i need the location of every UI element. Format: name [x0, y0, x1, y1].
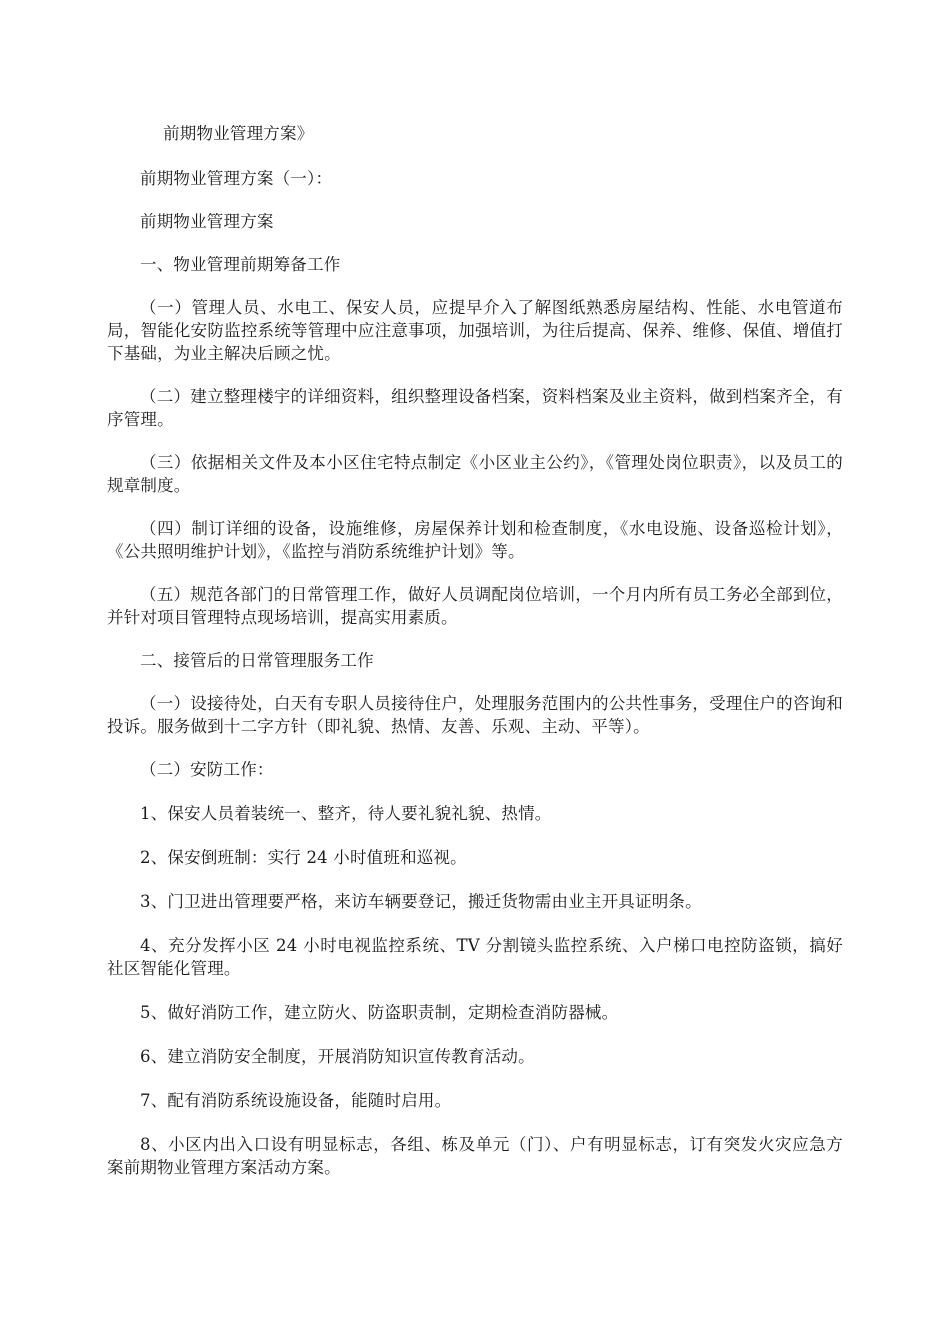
- list-item-2: 2、保安倒班制：实行 24 小时值班和巡视。: [140, 848, 467, 867]
- document-title: 前期物业管理方案》: [163, 124, 314, 143]
- paragraph-security-heading: （二）安防工作：: [140, 760, 274, 779]
- section-heading: 前期物业管理方案（一）：: [140, 169, 333, 188]
- document-page: [107, 122, 843, 1200]
- list-item-1: 1、保安人员着装统一、整齐，待人要礼貌礼貌、热情。: [140, 804, 552, 823]
- list-item-5: 5、做好消防工作，建立防火、防盗职责制，定期检查消防器械。: [140, 1003, 619, 1022]
- heading-part-one: 一、物业管理前期筹备工作: [140, 255, 341, 274]
- list-item-3: 3、门卫进出管理要严格，来访车辆要登记，搬迁货物需由业主开具证明条。: [140, 892, 702, 911]
- paragraph-item-5: （五）规范各部门的日常管理工作，做好人员调配岗位培训，一个月内所有员工务必全部到位，并针对项目管理特点现场培训，提高实用素质。: [107, 585, 843, 627]
- paragraph-reception: （一）设接待处，白天有专职人员接待住户，处理服务范围内的公共性事务，受理住户的咨询和投诉。服务做到十二字方针（即礼貌、热情、友善、乐观、主动、平等）。: [107, 694, 843, 736]
- list-item-7: 7、配有消防系统设施设备，能随时启用。: [140, 1091, 452, 1110]
- heading-part-two: 二、接管后的日常管理服务工作: [140, 651, 374, 670]
- list-item-8: 8、小区内出入口设有明显标志，各组、栋及单元（门）、户有明显标志，订有突发火灾应急方案前期物业管理方案活动方案。: [107, 1135, 843, 1177]
- paragraph-item-4: （四）制订详细的设备，设施维修，房屋保养计划和检查制度，《水电设施、设备巡检计划》，《公共照明维护计划》，《监控与消防系统维护计划》等。: [107, 519, 843, 561]
- paragraph-item-1: （一）管理人员、水电工、保安人员，应提早介入了解图纸熟悉房屋结构、性能、水电管道布局，智能化安防监控系统等管理中应注意事项，加强培训，为往后提高、保养、维修、保值、增值打下基础，为业主解决后顾之忧。: [107, 298, 843, 363]
- section-subtitle: 前期物业管理方案: [140, 212, 274, 231]
- paragraph-item-2: （二）建立整理楼宇的详细资料，组织整理设备档案，资料档案及业主资料，做到档案齐全，有序管理。: [107, 387, 843, 429]
- list-item-6: 6、建立消防安全制度，开展消防知识宣传教育活动。: [140, 1047, 535, 1066]
- list-item-4: 4、充分发挥小区 24 小时电视监控系统、TV 分割镜头监控系统、入户梯口电控防盗锁，搞好社区智能化管理。: [107, 936, 843, 978]
- paragraph-item-3: （三）依据相关文件及本小区住宅特点制定《小区业主公约》，《管理处岗位职责》，以及员工的规章制度。: [107, 453, 843, 495]
